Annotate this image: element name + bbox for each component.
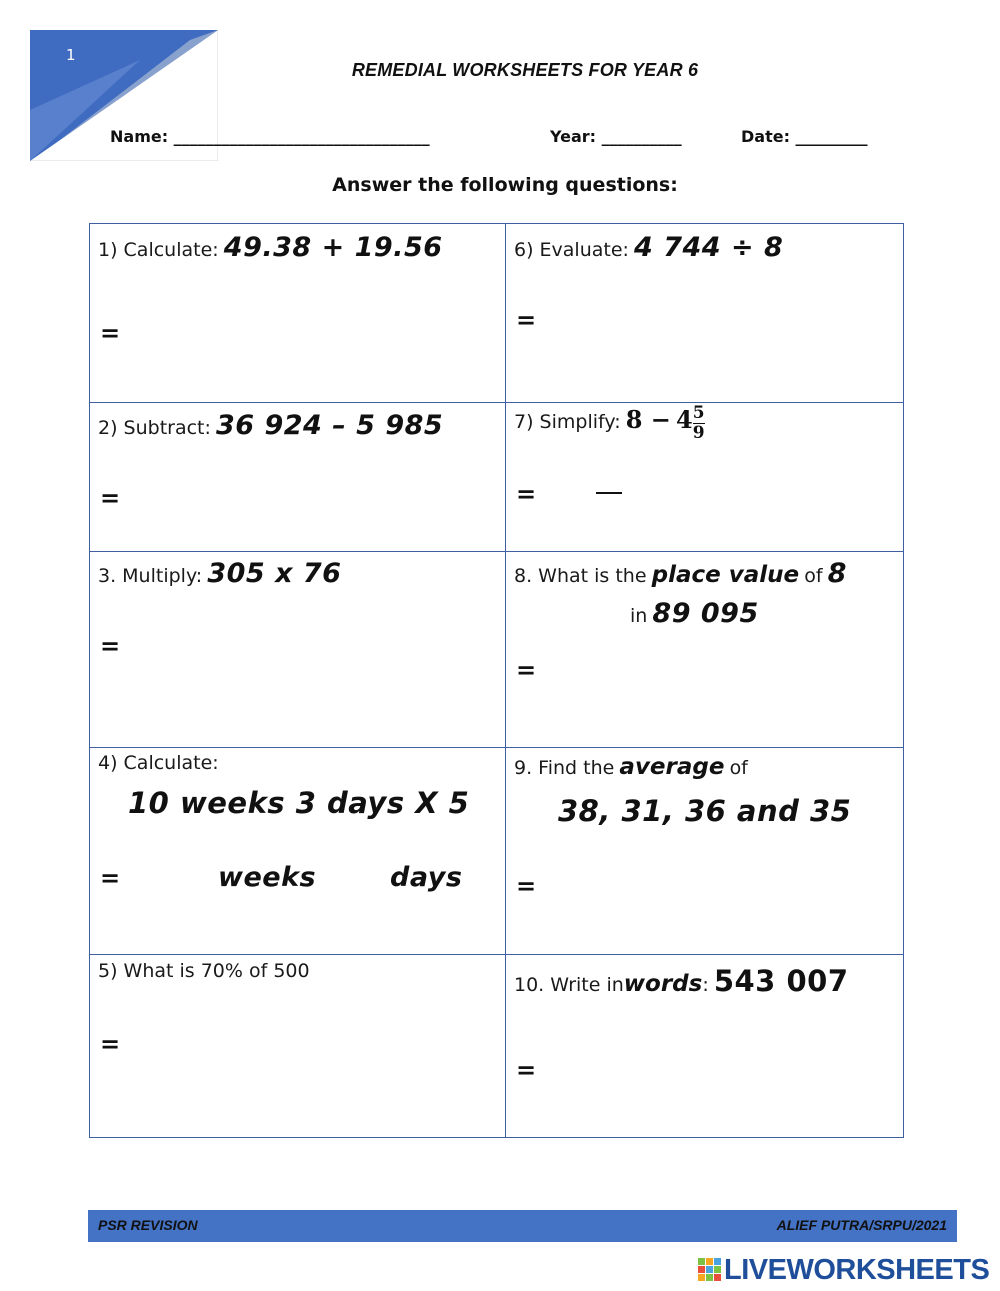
page-number: 1 [66, 46, 76, 64]
footer-bar [88, 1210, 957, 1242]
answer-3[interactable]: = [100, 632, 121, 660]
answer-1[interactable]: = [100, 319, 121, 347]
footer-left: PSR REVISION [98, 1217, 198, 1233]
question-7-whole: 8 − [625, 405, 671, 434]
liveworksheets-icon [698, 1258, 722, 1282]
question-4-expression: 10 weeks 3 days X 5 [128, 786, 470, 820]
question-4-label: 4) Calculate: [98, 752, 219, 774]
question-7 [514, 404, 705, 443]
grid-divider [90, 551, 903, 552]
instruction: Answer the following questions: [332, 174, 678, 196]
grid-divider [90, 747, 903, 748]
question-2-label: 2) Subtract: [98, 417, 211, 439]
answer-7[interactable]: = [516, 480, 537, 508]
answer-5[interactable]: = [100, 1030, 121, 1058]
date-field[interactable]: Date: _________ [741, 127, 868, 146]
name-field[interactable]: Name: ________________________________ [110, 127, 430, 146]
answer-6[interactable]: = [516, 306, 537, 334]
question-3-expression: 305 x 76 [207, 558, 342, 589]
question-9-label-a: 9. Find the [514, 757, 615, 779]
brand-name: LIVEWORKSHEETS [724, 1254, 990, 1286]
answer-2[interactable]: = [100, 484, 121, 512]
question-8-label-b: of [804, 565, 823, 587]
footer-right: ALIEF PUTRA/SRPU/2021 [776, 1217, 947, 1233]
question-grid [89, 223, 904, 1138]
question-5-label: 5) What is 70% of 500 [98, 960, 310, 982]
question-8 [514, 558, 847, 589]
question-9-numbers: 38, 31, 36 and 35 [558, 794, 852, 828]
question-6-label: 6) Evaluate: [514, 239, 629, 261]
worksheet-title: REMEDIAL WORKSHEETS FOR YEAR 6 [351, 60, 699, 80]
question-7-fraction [693, 404, 705, 443]
question-3-label: 3. Multiply: [98, 565, 203, 587]
question-10 [514, 964, 849, 998]
question-1-label: 1) Calculate: [98, 239, 219, 261]
grid-divider [90, 954, 903, 955]
question-7-label: 7) Simplify: [514, 411, 621, 433]
question-10-number: 543 007 [713, 964, 849, 998]
question-7-numerator: 5 [692, 403, 705, 423]
question-9 [514, 754, 748, 780]
answer-10[interactable]: = [516, 1056, 537, 1084]
grid-divider-vertical [505, 224, 506, 1137]
question-7-denominator: 9 [692, 423, 705, 443]
question-8-number: 89 095 [652, 598, 759, 629]
question-1-expression: 49.38 + 19.56 [223, 232, 443, 263]
question-1 [98, 232, 443, 263]
question-10-label-b: : [702, 974, 709, 996]
question-10-label-a: 10. Write in [514, 974, 624, 996]
answer-8[interactable]: = [516, 656, 537, 684]
question-8-keyword: place value [651, 562, 800, 588]
question-6 [514, 232, 783, 263]
question-8-digit: 8 [827, 558, 847, 589]
question-8-in: in [630, 605, 648, 627]
question-8-label-a: 8. What is the [514, 565, 647, 587]
answer-4[interactable]: = [100, 864, 121, 892]
year-field[interactable]: Year: __________ [550, 127, 682, 146]
question-2-expression: 36 924 – 5 985 [216, 410, 444, 441]
question-6-expression: 4 744 ÷ 8 [634, 232, 784, 263]
answer-9[interactable]: = [516, 872, 537, 900]
answer-4-days-unit: days [390, 862, 463, 893]
question-2 [98, 410, 443, 441]
answer-4-weeks-unit: weeks [218, 862, 317, 893]
question-9-keyword: average [619, 754, 725, 780]
question-8-line-2 [630, 598, 759, 629]
question-3 [98, 558, 341, 589]
question-9-label-b: of [729, 757, 748, 779]
question-7-mixed-whole: 4 [675, 405, 693, 434]
question-10-keyword: words [623, 971, 703, 997]
grid-divider [90, 402, 903, 403]
answer-7-fraction-bar [596, 492, 622, 494]
